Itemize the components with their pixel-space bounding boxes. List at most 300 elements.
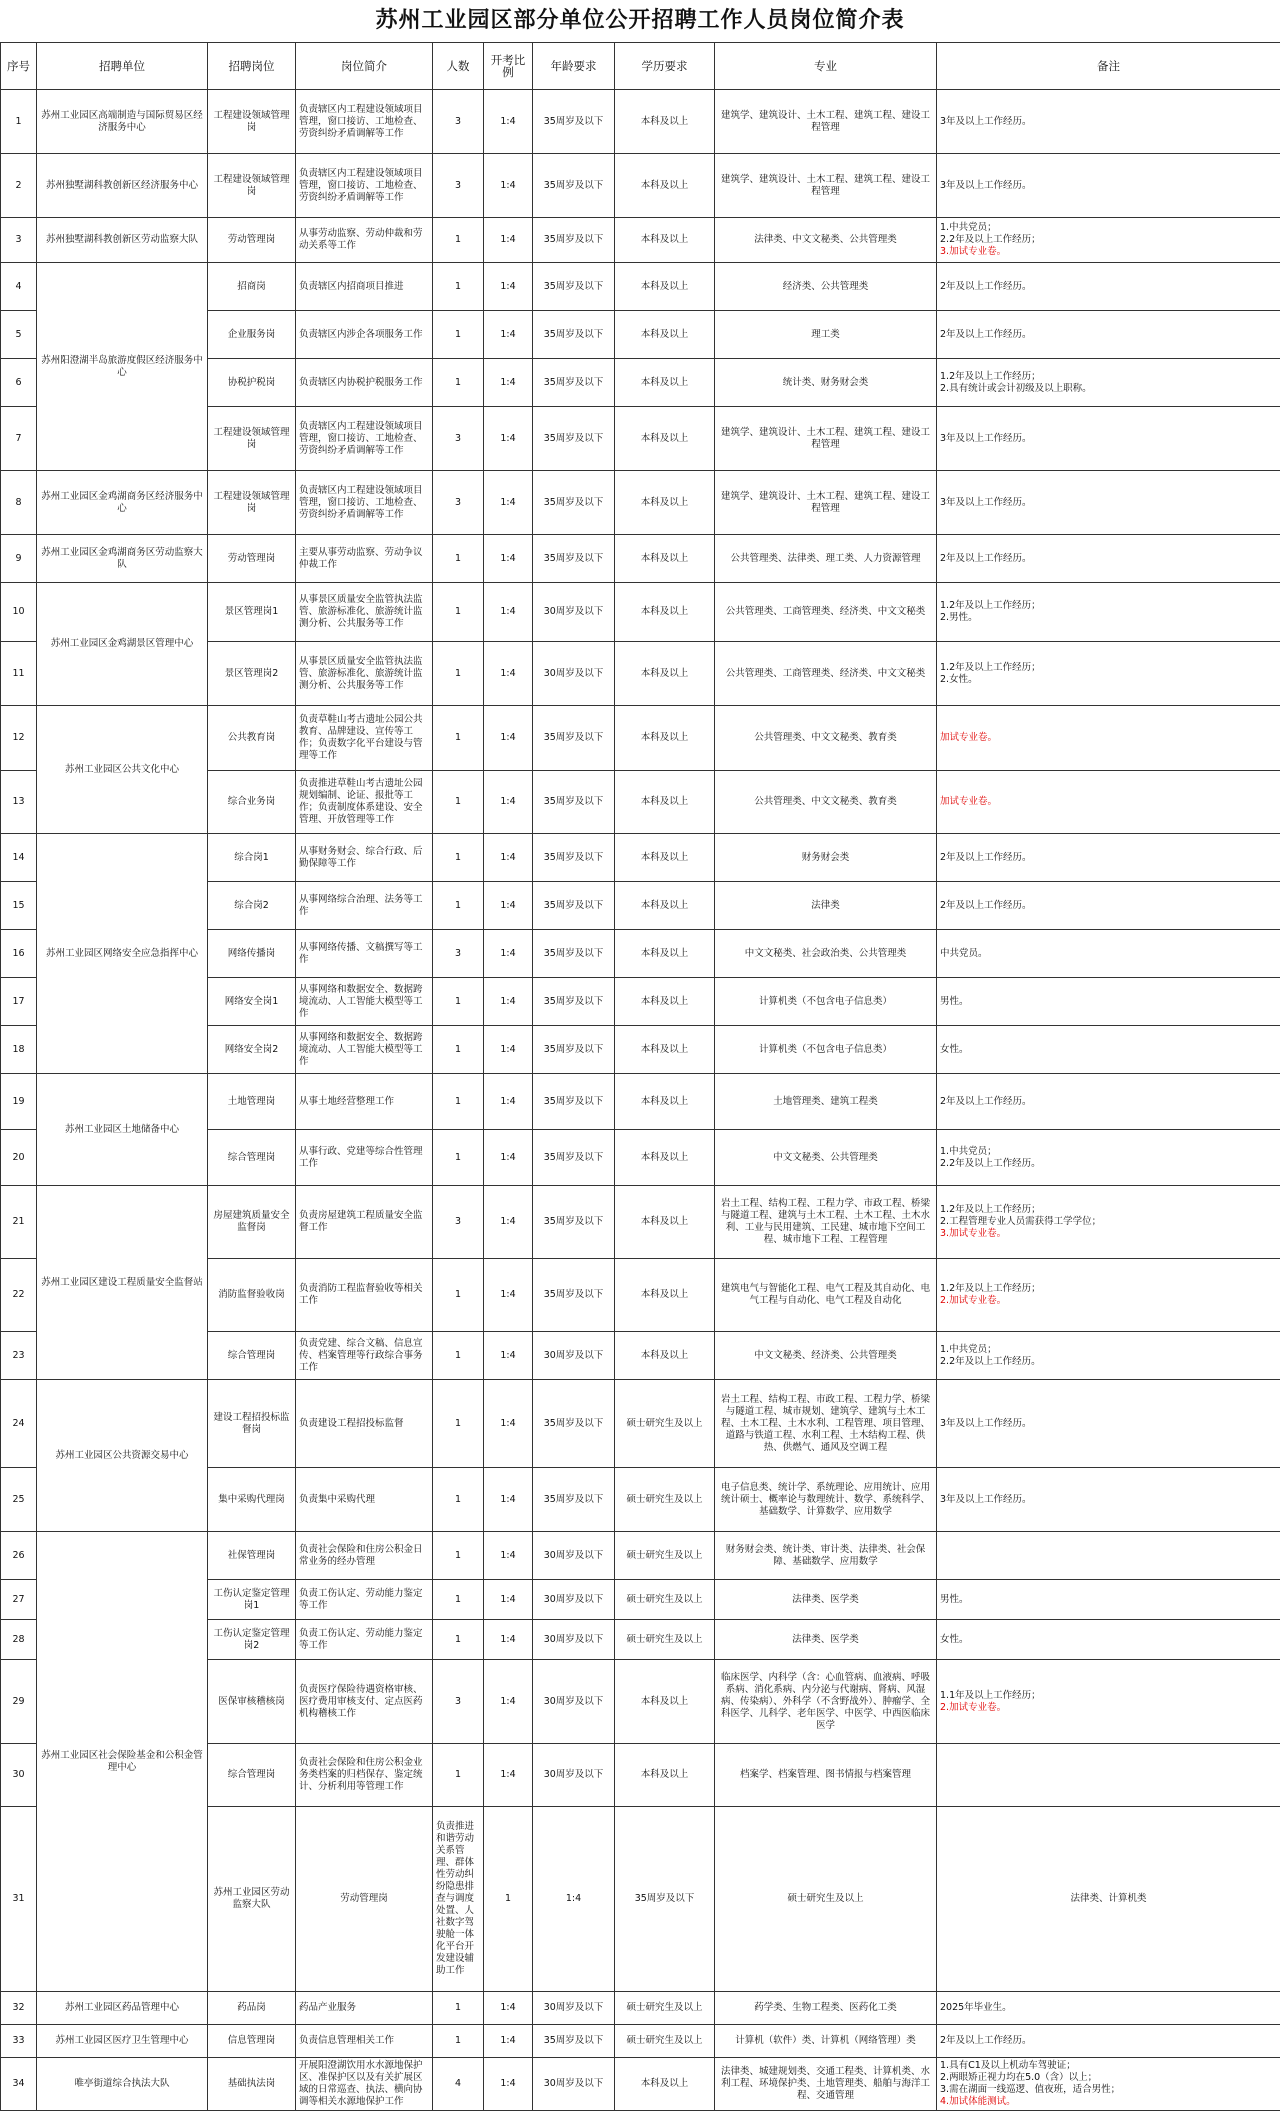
cell-major: 统计类、财务财会类 xyxy=(715,359,937,407)
cell-notes xyxy=(937,471,1280,535)
cell-count: 1 xyxy=(433,535,484,583)
cell-intro: 药品产业服务 xyxy=(296,1992,433,2025)
cell-age: 35周岁及以下 xyxy=(533,1186,615,1259)
cell-education: 本科及以上 xyxy=(615,311,715,359)
cell-notes xyxy=(937,1026,1280,1074)
cell-major: 法律类、城建规划类、交通工程类、计算机类、水利工程、环境保护类、土地管理类、船舶与海洋工程、交通管理 xyxy=(715,2058,937,2111)
cell-post: 劳动管理岗 xyxy=(208,535,296,583)
cell-notes xyxy=(937,642,1280,706)
cell-notes xyxy=(937,359,1280,407)
note-line: 1.2年及以上工作经历； xyxy=(940,371,1277,383)
cell-ratio: 1:4 xyxy=(484,1130,533,1186)
cell-intro: 负责辖区内工程建设领域项目管理，窗口接访、工地检查、劳资纠纷矛盾调解等工作 xyxy=(296,154,433,218)
cell-age: 35周岁及以下 xyxy=(533,1130,615,1186)
cell-post: 网络传播岗 xyxy=(208,930,296,978)
cell-age: 35周岁及以下 xyxy=(533,311,615,359)
cell-age: 35周岁及以下 xyxy=(533,1259,615,1332)
cell-ratio: 1:4 xyxy=(484,2025,533,2058)
cell-notes xyxy=(937,1532,1280,1580)
cell-major: 岩土工程、结构工程、市政工程、工程力学、桥梁与隧道工程、城市规划、建筑学、建筑与土木工程、土木工程、土木水利、工程管理、项目管理、道路与铁道工程、水利工程、土木结构工程、供热、供燃气、通风及空调工程 xyxy=(715,1380,937,1468)
cell-intro: 从事劳动监察、劳动仲裁和劳动关系等工作 xyxy=(296,218,433,263)
cell-post: 企业服务岗 xyxy=(208,311,296,359)
cell-post: 招商岗 xyxy=(208,263,296,311)
cell-intro: 开展阳澄湖饮用水水源地保护区、准保护区以及有关扩展区域的日常巡查、执法、横向协调等相关水源地保护工作 xyxy=(296,2058,433,2111)
cell-unit: 苏州工业园区金鸡湖商务区经济服务中心 xyxy=(37,471,208,535)
cell-unit: 苏州工业园区公共资源交易中心 xyxy=(37,1380,208,1532)
note-line: 1.中共党员； xyxy=(940,1344,1277,1356)
note-line: 2.2年及以上工作经历。 xyxy=(940,1356,1277,1368)
note-line: 女性。 xyxy=(940,1634,1277,1646)
cell-intro: 负责辖区内工程建设领域项目管理，窗口接访、工地检查、劳资纠纷矛盾调解等工作 xyxy=(296,90,433,154)
cell-major: 土地管理类、建筑工程类 xyxy=(715,1074,937,1130)
cell-ratio: 1:4 xyxy=(484,1259,533,1332)
cell-count: 1 xyxy=(433,1992,484,2025)
cell-no: 26 xyxy=(1,1532,37,1580)
cell-age: 30周岁及以下 xyxy=(533,2058,615,2111)
table-row xyxy=(1,834,1280,882)
note-line: 男性。 xyxy=(940,996,1277,1008)
cell-no: 28 xyxy=(1,1620,37,1660)
table-row xyxy=(1,471,1280,535)
header-education: 学历要求 xyxy=(615,43,715,90)
cell-no: 29 xyxy=(1,1660,37,1744)
cell-no: 19 xyxy=(1,1074,37,1130)
cell-intro: 负责推进和谐劳动关系管理、群体性劳动纠纷隐患排查与调度处置、人社数字驾驶舱一体化平台开发建设辅助工作 xyxy=(433,1807,484,1992)
cell-intro: 从事网络综合治理、法务等工作 xyxy=(296,882,433,930)
cell-ratio: 1:4 xyxy=(484,930,533,978)
cell-ratio: 1:4 xyxy=(484,1532,533,1580)
header-intro: 岗位简介 xyxy=(296,43,433,90)
cell-ratio: 1:4 xyxy=(484,1992,533,2025)
cell-intro: 从事土地经营整理工作 xyxy=(296,1074,433,1130)
cell-no: 9 xyxy=(1,535,37,583)
cell-education: 本科及以上 xyxy=(615,407,715,471)
cell-count: 1 xyxy=(433,1468,484,1532)
cell-no: 16 xyxy=(1,930,37,978)
note-line: 2.加试专业卷。 xyxy=(940,1295,1277,1307)
note-line: 2年及以上工作经历。 xyxy=(940,1096,1277,1108)
cell-intro: 负责辖区内工程建设领域项目管理，窗口接访、工地检查、劳资纠纷矛盾调解等工作 xyxy=(296,471,433,535)
cell-age: 35周岁及以下 xyxy=(533,1380,615,1468)
cell-no: 24 xyxy=(1,1380,37,1468)
cell-education: 本科及以上 xyxy=(615,359,715,407)
cell-education: 本科及以上 xyxy=(615,1332,715,1380)
cell-count: 1 xyxy=(433,771,484,834)
cell-count: 3 xyxy=(433,1186,484,1259)
header-no: 序号 xyxy=(1,43,37,90)
cell-major: 理工类 xyxy=(715,311,937,359)
cell-post: 协税护税岗 xyxy=(208,359,296,407)
cell-post: 工程建设领域管理岗 xyxy=(208,154,296,218)
cell-no: 32 xyxy=(1,1992,37,2025)
cell-education: 本科及以上 xyxy=(615,1744,715,1807)
cell-intro: 负责工伤认定、劳动能力鉴定等工作 xyxy=(296,1620,433,1660)
cell-age: 35周岁及以下 xyxy=(533,535,615,583)
cell-no: 6 xyxy=(1,359,37,407)
cell-post: 综合管理岗 xyxy=(208,1332,296,1380)
note-line: 2年及以上工作经历。 xyxy=(940,900,1277,912)
cell-intro: 从事财务财会、综合行政、后勤保障等工作 xyxy=(296,834,433,882)
cell-unit: 苏州工业园区土地储备中心 xyxy=(37,1074,208,1186)
cell-post: 药品岗 xyxy=(208,1992,296,2025)
cell-count: 1 xyxy=(433,834,484,882)
cell-major: 计算机类（不包含电子信息类） xyxy=(715,1026,937,1074)
table-row xyxy=(1,1992,1280,2025)
cell-major: 经济类、公共管理类 xyxy=(715,263,937,311)
note-line: 3.加试专业卷。 xyxy=(940,1228,1277,1240)
positions-table xyxy=(0,42,1280,2111)
cell-age: 30周岁及以下 xyxy=(533,1620,615,1660)
table-row xyxy=(1,154,1280,218)
cell-notes xyxy=(937,882,1280,930)
cell-age: 30周岁及以下 xyxy=(533,1332,615,1380)
cell-intro: 负责消防工程监督验收等相关工作 xyxy=(296,1259,433,1332)
cell-ratio: 1:4 xyxy=(484,90,533,154)
cell-age: 35周岁及以下 xyxy=(533,359,615,407)
cell-count: 1 xyxy=(433,1259,484,1332)
note-line: 1.中共党员； xyxy=(940,222,1277,234)
note-line: 2.加试专业卷。 xyxy=(940,1702,1277,1714)
note-line: 2.男性。 xyxy=(940,612,1277,624)
cell-education: 本科及以上 xyxy=(615,1074,715,1130)
cell-education: 硕士研究生及以上 xyxy=(615,1468,715,1532)
cell-post: 网络安全岗2 xyxy=(208,1026,296,1074)
cell-intro: 负责推进草鞋山考古遗址公园规划编制、论证、报批等工作；负责制度体系建设、安全管理、开放管理等工作 xyxy=(296,771,433,834)
cell-notes xyxy=(937,1074,1280,1130)
cell-major: 中文文秘类、经济类、公共管理类 xyxy=(715,1332,937,1380)
cell-ratio: 1:4 xyxy=(484,583,533,642)
cell-intro: 负责党建、综合文稿、信息宣传、档案管理等行政综合事务工作 xyxy=(296,1332,433,1380)
cell-education: 本科及以上 xyxy=(615,834,715,882)
cell-unit: 苏州独墅湖科教创新区劳动监察大队 xyxy=(37,218,208,263)
cell-age: 35周岁及以下 xyxy=(533,263,615,311)
cell-ratio: 1:4 xyxy=(484,359,533,407)
cell-unit: 苏州工业园区公共文化中心 xyxy=(37,706,208,834)
header-count: 人数 xyxy=(433,43,484,90)
cell-count: 1 xyxy=(433,263,484,311)
cell-count: 1 xyxy=(433,1620,484,1660)
cell-notes xyxy=(937,407,1280,471)
cell-intro: 负责集中采购代理 xyxy=(296,1468,433,1532)
cell-count: 1 xyxy=(433,1074,484,1130)
cell-notes xyxy=(937,311,1280,359)
cell-unit: 苏州独墅湖科教创新区经济服务中心 xyxy=(37,154,208,218)
note-line: 1.中共党员； xyxy=(940,1146,1277,1158)
cell-education: 硕士研究生及以上 xyxy=(615,1380,715,1468)
cell-count: 1 xyxy=(484,1807,533,1992)
cell-notes xyxy=(937,535,1280,583)
note-line: 3年及以上工作经历。 xyxy=(940,497,1277,509)
cell-post: 建设工程招投标监督岗 xyxy=(208,1380,296,1468)
cell-post: 景区管理岗2 xyxy=(208,642,296,706)
table-row xyxy=(1,1074,1280,1130)
note-line: 女性。 xyxy=(940,1044,1277,1056)
cell-ratio: 1:4 xyxy=(484,1620,533,1660)
cell-post: 信息管理岗 xyxy=(208,2025,296,2058)
cell-post: 综合管理岗 xyxy=(208,1744,296,1807)
cell-no: 31 xyxy=(1,1807,37,1992)
cell-notes xyxy=(937,771,1280,834)
cell-major: 公共管理类、法律类、理工类、人力资源管理 xyxy=(715,535,937,583)
cell-major: 建筑电气与智能化工程、电气工程及其自动化、电气工程与自动化、电气工程及自动化 xyxy=(715,1259,937,1332)
cell-major: 法律类 xyxy=(715,882,937,930)
cell-notes xyxy=(937,706,1280,771)
header-age: 年龄要求 xyxy=(533,43,615,90)
cell-post: 公共教育岗 xyxy=(208,706,296,771)
cell-post: 工程建设领域管理岗 xyxy=(208,407,296,471)
cell-education: 硕士研究生及以上 xyxy=(615,1580,715,1620)
cell-ratio: 1:4 xyxy=(484,1580,533,1620)
cell-age: 35周岁及以下 xyxy=(533,407,615,471)
cell-notes xyxy=(937,930,1280,978)
cell-notes xyxy=(937,1186,1280,1259)
cell-unit: 苏州工业园区药品管理中心 xyxy=(37,1992,208,2025)
cell-age: 35周岁及以下 xyxy=(533,930,615,978)
cell-intro: 从事景区质量安全监管执法监管、旅游标准化、旅游统计监测分析、公共服务等工作 xyxy=(296,642,433,706)
cell-intro: 从事行政、党建等综合性管理工作 xyxy=(296,1130,433,1186)
note-line: 1.2年及以上工作经历； xyxy=(940,1204,1277,1216)
note-line: 2年及以上工作经历。 xyxy=(940,281,1277,293)
cell-count: 3 xyxy=(433,930,484,978)
cell-education: 硕士研究生及以上 xyxy=(615,1620,715,1660)
cell-education: 硕士研究生及以上 xyxy=(615,2025,715,2058)
note-line: 3年及以上工作经历。 xyxy=(940,1418,1277,1430)
cell-unit: 苏州工业园区劳动监察大队 xyxy=(208,1807,296,1992)
cell-notes xyxy=(937,583,1280,642)
header-notes: 备注 xyxy=(937,43,1280,90)
note-line: 3年及以上工作经历。 xyxy=(940,180,1277,192)
cell-count: 1 xyxy=(433,1580,484,1620)
cell-post: 劳动管理岗 xyxy=(208,218,296,263)
note-line: 2.两眼矫正视力均在5.0（含）以上； xyxy=(940,2072,1277,2084)
cell-unit: 苏州工业园区社会保险基金和公积金管理中心 xyxy=(37,1532,208,1992)
cell-intro: 从事网络和数据安全、数据跨境流动、人工智能大模型等工作 xyxy=(296,978,433,1026)
cell-ratio: 1:4 xyxy=(484,1332,533,1380)
cell-notes xyxy=(937,2025,1280,2058)
header-major: 专业 xyxy=(715,43,937,90)
cell-no: 17 xyxy=(1,978,37,1026)
cell-no: 1 xyxy=(1,90,37,154)
cell-count: 3 xyxy=(433,154,484,218)
cell-count: 1 xyxy=(433,706,484,771)
cell-notes xyxy=(937,1468,1280,1532)
cell-no: 11 xyxy=(1,642,37,706)
cell-intro: 从事网络传播、文稿撰写等工作 xyxy=(296,930,433,978)
header-ratio: 开考比例 xyxy=(484,43,533,90)
cell-notes xyxy=(937,90,1280,154)
cell-count: 3 xyxy=(433,90,484,154)
cell-major: 档案学、档案管理、图书情报与档案管理 xyxy=(715,1744,937,1807)
cell-count: 1 xyxy=(433,1130,484,1186)
cell-ratio: 1:4 xyxy=(484,218,533,263)
cell-intro: 负责社会保险和住房公积金日常业务的经办管理 xyxy=(296,1532,433,1580)
cell-education: 本科及以上 xyxy=(615,218,715,263)
cell-notes xyxy=(937,218,1280,263)
cell-no: 34 xyxy=(1,2058,37,2111)
cell-education: 本科及以上 xyxy=(615,1259,715,1332)
cell-education: 硕士研究生及以上 xyxy=(615,1532,715,1580)
cell-intro: 负责医疗保险待遇资格审核、医疗费用审核支付、定点医药机构稽核工作 xyxy=(296,1660,433,1744)
cell-no: 21 xyxy=(1,1186,37,1259)
cell-ratio: 1:4 xyxy=(484,407,533,471)
cell-no: 2 xyxy=(1,154,37,218)
table-row xyxy=(1,218,1280,263)
table-row xyxy=(1,1532,1280,1580)
cell-count: 1 xyxy=(433,1744,484,1807)
cell-major: 公共管理类、工商管理类、经济类、中文文秘类 xyxy=(715,642,937,706)
cell-ratio: 1:4 xyxy=(484,1468,533,1532)
cell-unit: 苏州工业园区金鸡湖景区管理中心 xyxy=(37,583,208,706)
cell-age: 30周岁及以下 xyxy=(533,1660,615,1744)
cell-count: 1 xyxy=(433,583,484,642)
cell-notes xyxy=(937,154,1280,218)
cell-post: 劳动管理岗 xyxy=(296,1807,433,1992)
note-line: 2.女性。 xyxy=(940,674,1277,686)
cell-no: 8 xyxy=(1,471,37,535)
note-line: 男性。 xyxy=(940,1594,1277,1606)
cell-ratio: 1:4 xyxy=(484,1186,533,1259)
note-line: 1.1年及以上工作经历； xyxy=(940,1690,1277,1702)
cell-intro: 负责草鞋山考古遗址公园公共教育、品牌建设、宣传等工作；负责数字化平台建设与管理等工作 xyxy=(296,706,433,771)
cell-no: 4 xyxy=(1,263,37,311)
cell-major: 中文文秘类、公共管理类 xyxy=(715,1130,937,1186)
note-line: 2年及以上工作经历。 xyxy=(940,852,1277,864)
cell-count: 1 xyxy=(433,311,484,359)
cell-age: 30周岁及以下 xyxy=(533,642,615,706)
cell-notes xyxy=(937,1380,1280,1468)
cell-intro: 负责辖区内协税护税服务工作 xyxy=(296,359,433,407)
cell-ratio: 1:4 xyxy=(484,1074,533,1130)
cell-intro: 负责辖区内招商项目推进 xyxy=(296,263,433,311)
cell-education: 本科及以上 xyxy=(615,1130,715,1186)
cell-count: 3 xyxy=(433,407,484,471)
cell-ratio: 1:4 xyxy=(484,535,533,583)
cell-intro: 主要从事劳动监察、劳动争议仲裁工作 xyxy=(296,535,433,583)
cell-unit: 苏州阳澄湖半岛旅游度假区经济服务中心 xyxy=(37,263,208,471)
cell-major: 法律类、医学类 xyxy=(715,1580,937,1620)
note-line: 1.2年及以上工作经历； xyxy=(940,600,1277,612)
cell-no: 33 xyxy=(1,2025,37,2058)
note-line: 2年及以上工作经历。 xyxy=(940,2035,1277,2047)
note-line: 2025年毕业生。 xyxy=(940,2002,1277,2014)
cell-education: 硕士研究生及以上 xyxy=(615,1992,715,2025)
cell-post: 消防监督验收岗 xyxy=(208,1259,296,1332)
cell-unit: 苏州工业园区金鸡湖商务区劳动监察大队 xyxy=(37,535,208,583)
note-line: 2.具有统计或会计初级及以上职称。 xyxy=(940,383,1277,395)
table-row xyxy=(1,90,1280,154)
cell-post: 综合岗1 xyxy=(208,834,296,882)
cell-count: 1 xyxy=(433,218,484,263)
cell-age: 35周岁及以下 xyxy=(615,1807,715,1992)
table-row xyxy=(1,263,1280,311)
cell-major: 公共管理类、工商管理类、经济类、中文文秘类 xyxy=(715,583,937,642)
cell-unit: 苏州工业园区医疗卫生管理中心 xyxy=(37,2025,208,2058)
cell-education: 本科及以上 xyxy=(615,1660,715,1744)
cell-major: 法律类、计算机类 xyxy=(937,1807,1280,1992)
cell-notes xyxy=(937,1660,1280,1744)
cell-ratio: 1:4 xyxy=(484,2058,533,2111)
cell-no: 7 xyxy=(1,407,37,471)
cell-post: 工伤认定鉴定管理岗1 xyxy=(208,1580,296,1620)
note-line: 3年及以上工作经历。 xyxy=(940,1494,1277,1506)
note-line: 加试专业卷。 xyxy=(940,732,1277,744)
cell-count: 1 xyxy=(433,1380,484,1468)
cell-intro: 负责房屋建筑工程质量安全监督工作 xyxy=(296,1186,433,1259)
cell-notes xyxy=(937,1620,1280,1660)
cell-major: 计算机类（不包含电子信息类） xyxy=(715,978,937,1026)
cell-count: 1 xyxy=(433,1532,484,1580)
cell-no: 20 xyxy=(1,1130,37,1186)
cell-ratio: 1:4 xyxy=(484,154,533,218)
table-row xyxy=(1,1186,1280,1259)
cell-education: 本科及以上 xyxy=(615,930,715,978)
note-line: 2年及以上工作经历。 xyxy=(940,329,1277,341)
cell-intro: 负责信息管理相关工作 xyxy=(296,2025,433,2058)
cell-no: 13 xyxy=(1,771,37,834)
cell-no: 18 xyxy=(1,1026,37,1074)
cell-post: 土地管理岗 xyxy=(208,1074,296,1130)
cell-education: 本科及以上 xyxy=(615,263,715,311)
note-line: 1.2年及以上工作经历； xyxy=(940,662,1277,674)
cell-education: 本科及以上 xyxy=(615,535,715,583)
cell-education: 硕士研究生及以上 xyxy=(715,1807,937,1992)
cell-count: 1 xyxy=(433,1026,484,1074)
cell-post: 社保管理岗 xyxy=(208,1532,296,1580)
cell-major: 电子信息类、统计学、系统理论、应用统计、应用统计硕士、概率论与数理统计、数学、系统科学、基础数学、计算数学、应用数学 xyxy=(715,1468,937,1532)
cell-count: 1 xyxy=(433,359,484,407)
table-row xyxy=(1,2025,1280,2058)
cell-count: 1 xyxy=(433,642,484,706)
cell-notes xyxy=(937,1992,1280,2025)
cell-count: 1 xyxy=(433,882,484,930)
cell-post: 集中采购代理岗 xyxy=(208,1468,296,1532)
cell-age: 30周岁及以下 xyxy=(533,1580,615,1620)
cell-ratio: 1:4 xyxy=(484,311,533,359)
cell-major: 财务财会类、统计类、审计类、法律类、社会保障、基础数学、应用数学 xyxy=(715,1532,937,1580)
cell-count: 3 xyxy=(433,471,484,535)
cell-age: 35周岁及以下 xyxy=(533,154,615,218)
cell-ratio: 1:4 xyxy=(484,1026,533,1074)
cell-no: 3 xyxy=(1,218,37,263)
cell-unit: 苏州工业园区高端制造与国际贸易区经济服务中心 xyxy=(37,90,208,154)
cell-count: 1 xyxy=(433,978,484,1026)
cell-education: 本科及以上 xyxy=(615,771,715,834)
cell-age: 30周岁及以下 xyxy=(533,1744,615,1807)
cell-no: 14 xyxy=(1,834,37,882)
cell-major: 临床医学、内科学（含：心血管病、血液病、呼吸系病、消化系病、内分泌与代谢病、肾病、风湿病、传染病）、外科学（不含野战外）、肿瘤学、全科医学、儿科学、老年医学、中医学、中西医临床医学 xyxy=(715,1660,937,1744)
note-line: 3年及以上工作经历。 xyxy=(940,116,1277,128)
cell-no: 15 xyxy=(1,882,37,930)
cell-major: 计算机（软件）类、计算机（网络管理）类 xyxy=(715,2025,937,2058)
cell-age: 35周岁及以下 xyxy=(533,1026,615,1074)
cell-post: 网络安全岗1 xyxy=(208,978,296,1026)
note-line: 2.2年及以上工作经历； xyxy=(940,234,1277,246)
cell-notes xyxy=(937,834,1280,882)
cell-education: 本科及以上 xyxy=(615,2058,715,2111)
cell-education: 本科及以上 xyxy=(615,90,715,154)
page-title: 苏州工业园区部分单位公开招聘工作人员岗位简介表 xyxy=(0,0,1280,42)
cell-post: 工程建设领域管理岗 xyxy=(208,90,296,154)
cell-post: 房屋建筑质量安全监督岗 xyxy=(208,1186,296,1259)
cell-no: 5 xyxy=(1,311,37,359)
cell-ratio: 1:4 xyxy=(484,471,533,535)
cell-education: 本科及以上 xyxy=(615,1026,715,1074)
cell-education: 本科及以上 xyxy=(615,642,715,706)
cell-post: 综合岗2 xyxy=(208,882,296,930)
cell-major: 建筑学、建筑设计、土木工程、建筑工程、建设工程管理 xyxy=(715,90,937,154)
note-line: 2.2年及以上工作经历。 xyxy=(940,1158,1277,1170)
cell-ratio: 1:4 xyxy=(484,263,533,311)
